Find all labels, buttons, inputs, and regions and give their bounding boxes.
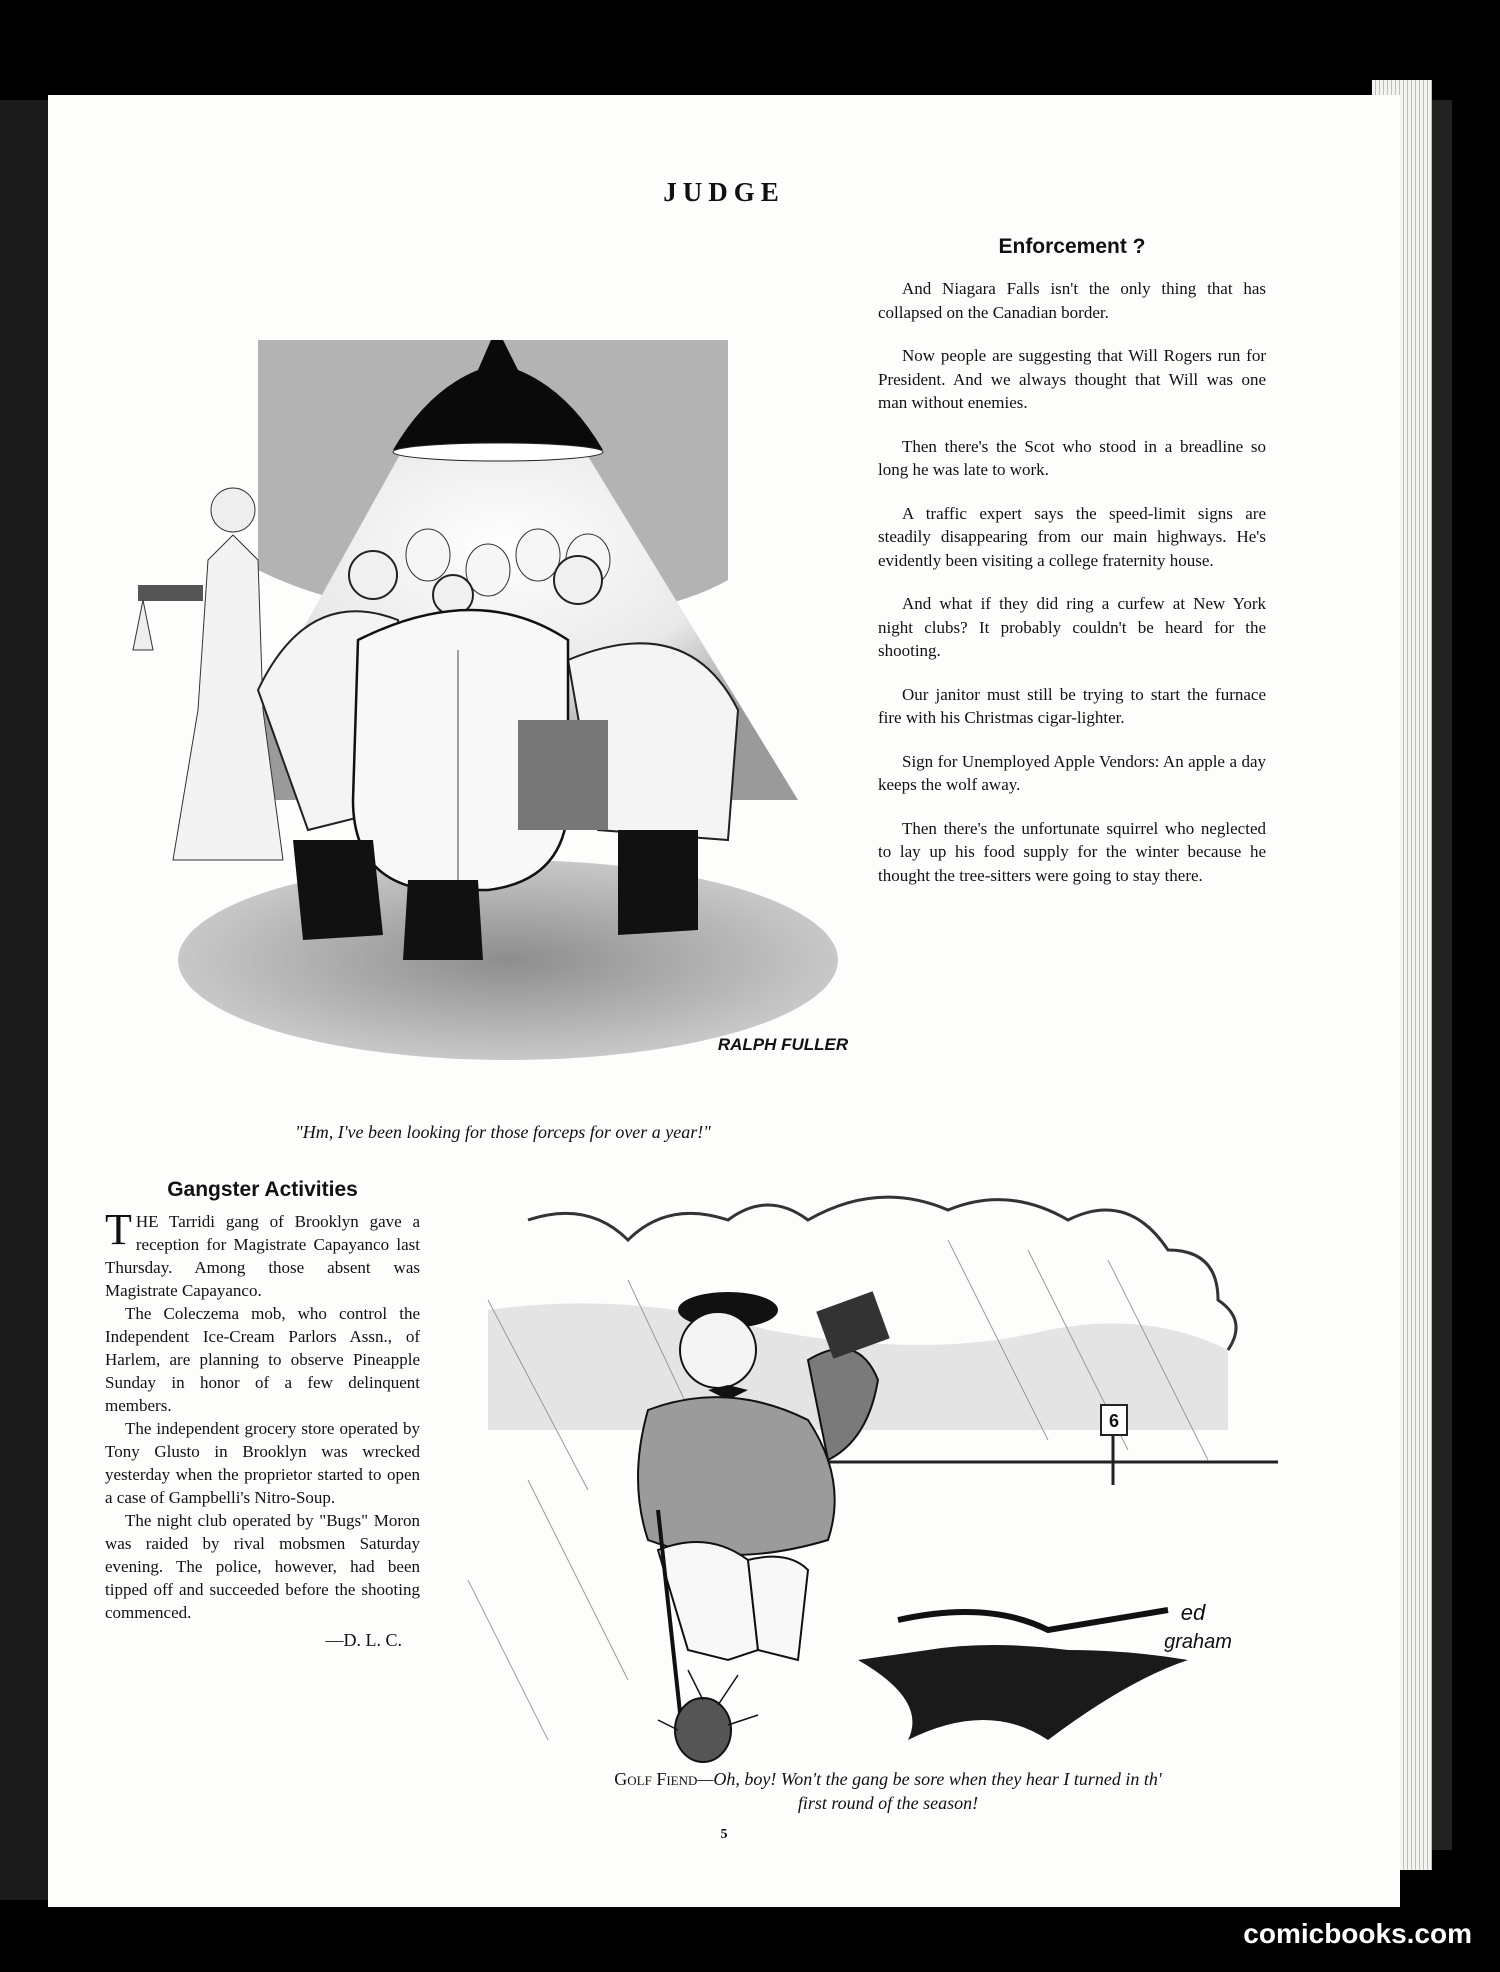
surgery-artist-signature: RALPH FULLER: [717, 1035, 849, 1054]
enforcement-paragraph: A traffic expert says the speed-limit signs are steadily disappearing from our main highways. He's evidently been visiting a college fraternity house.: [878, 503, 1266, 570]
surgery-cartoon: [98, 240, 898, 1100]
golf-caption-line2: first round of the season!: [797, 1793, 979, 1813]
hole-flag-number: 6: [1108, 1411, 1120, 1431]
page-number: 5: [720, 1827, 728, 1842]
golf-artist-signature-line1: ed: [1180, 1600, 1206, 1625]
gangster-signature: —D. L. C.: [325, 1630, 402, 1650]
gangster-paragraph-text: HE Tarridi gang of Brooklyn gave a reception for Magistrate Capayanco last Thursday. Among those absent was Magistrate Capayanco.: [105, 1212, 420, 1300]
gangster-column: [105, 1178, 420, 1651]
enforcement-paragraph: Then there's the unfortunate squirrel who neglected to lay up his food supply for the winter because he thought the tree-sitters were going to stay there.: [878, 818, 1266, 885]
drop-cap: T: [105, 1205, 132, 1254]
enforcement-paragraph: Now people are suggesting that Will Rogers run for President. And we always thought that Will was one man without enemies.: [878, 346, 1266, 412]
enforcement-paragraph: Our janitor must still be trying to start the furnace fire with his Christmas cigar-lighter.: [878, 684, 1266, 727]
golf-illustration: [428, 1180, 1308, 1860]
enforcement-paragraph: And what if they did ring a curfew at New York night clubs? It probably couldn't be heard for the shooting.: [878, 594, 1266, 660]
gangster-paragraph: The Coleczema mob, who control the Independent Ice-Cream Parlors Assn., of Harlem, are planning to observe Pineapple Sunday in honor of a few delinquent members.: [105, 1304, 420, 1415]
magazine-page: [48, 95, 1400, 1907]
gangster-heading: Gangster Activities: [167, 1178, 358, 1201]
enforcement-heading: Enforcement ?: [998, 235, 1146, 258]
masthead: JUDGE: [663, 177, 785, 207]
book-cover-edge: [1432, 100, 1452, 1850]
gangster-first-paragraph: [105, 1205, 420, 1302]
golf-caption-speaker: Golf Fiend: [614, 1769, 698, 1789]
golf-cartoon: [428, 1180, 1308, 1860]
gangster-paragraph: The independent grocery store operated by Tony Glusto in Brooklyn was wrecked yesterday when the proprietor started to open a case of Gampbelli's Nitro-Soup.: [105, 1419, 420, 1507]
enforcement-paragraph: Then there's the Scot who stood in a breadline so long he was late to work.: [878, 436, 1266, 479]
enforcement-column: [878, 235, 1266, 907]
surgery-caption: "Hm, I've been looking for those forceps for over a year!": [295, 1122, 711, 1142]
golf-artist-signature-line2: graham: [1164, 1631, 1232, 1653]
enforcement-paragraph: And Niagara Falls isn't the only thing that has collapsed on the Canadian border.: [878, 279, 1266, 322]
golf-caption: [458, 1767, 1318, 1815]
site-watermark: comicbooks.com: [1243, 1918, 1472, 1949]
enforcement-paragraph: Sign for Unemployed Apple Vendors: An apple a day keeps the wolf away.: [878, 751, 1266, 794]
gangster-paragraph: The night club operated by "Bugs" Moron was raided by rival mobsmen Saturday evening. The police, however, had been tipped off and succeeded before the shooting commenced.: [105, 1511, 420, 1622]
surgery-illustration: [98, 240, 898, 1100]
golf-caption-line1: —Oh, boy! Won't the gang be sore when they hear I turned in th': [697, 1769, 1162, 1789]
